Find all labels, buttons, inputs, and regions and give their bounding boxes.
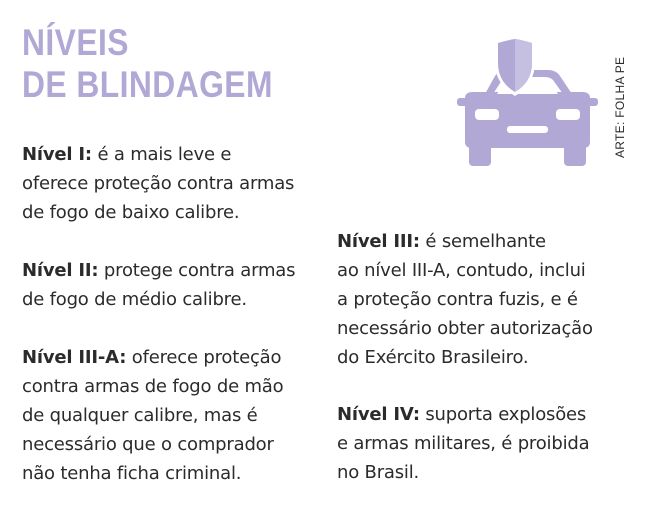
- level-text: é semelhante: [419, 231, 546, 252]
- armored-car-shield-icon: [455, 36, 600, 178]
- level-text: a proteção contra fuzis, e é: [337, 289, 578, 310]
- level-text: suporta explosões: [419, 404, 587, 425]
- level-text: não tenha ficha criminal.: [22, 463, 242, 484]
- level-3a-description: [22, 343, 283, 488]
- title-line-2: DE BLINDAGEM: [22, 64, 273, 105]
- level-4-description: [337, 400, 589, 487]
- level-label: Nível III:: [337, 231, 420, 252]
- level-label: Nível II:: [22, 260, 99, 281]
- level-text: de fogo de baixo calibre.: [22, 202, 240, 223]
- level-label: Nível III-A:: [22, 347, 127, 368]
- credit-text: ARTE: FOLHA PE: [613, 56, 627, 158]
- level-text: é a mais leve e: [91, 144, 232, 165]
- level-3-description: [337, 227, 593, 372]
- level-text: necessário obter autorização: [337, 318, 593, 339]
- level-text: e armas militares, é proibida: [337, 433, 590, 454]
- level-text: contra armas de fogo de mão: [22, 376, 284, 397]
- level-text: necessário que o comprador: [22, 434, 274, 455]
- level-text: oferece proteção contra armas: [22, 173, 295, 194]
- level-text: protege contra armas: [98, 260, 296, 281]
- page-title: [22, 22, 273, 106]
- level-text: do Exército Brasileiro.: [337, 347, 529, 368]
- level-text: oferece proteção: [126, 347, 282, 368]
- level-2-description: [22, 256, 295, 314]
- level-text: ao nível III-A, contudo, inclui: [337, 260, 586, 281]
- level-label: Nível IV:: [337, 404, 420, 425]
- level-text: no Brasil.: [337, 462, 420, 483]
- title-line-1: NÍVEIS: [22, 22, 129, 63]
- level-text: de qualquer calibre, mas é: [22, 405, 258, 426]
- level-text: de fogo de médio calibre.: [22, 289, 247, 310]
- level-label: Nível I:: [22, 144, 92, 165]
- level-1-description: [22, 140, 294, 227]
